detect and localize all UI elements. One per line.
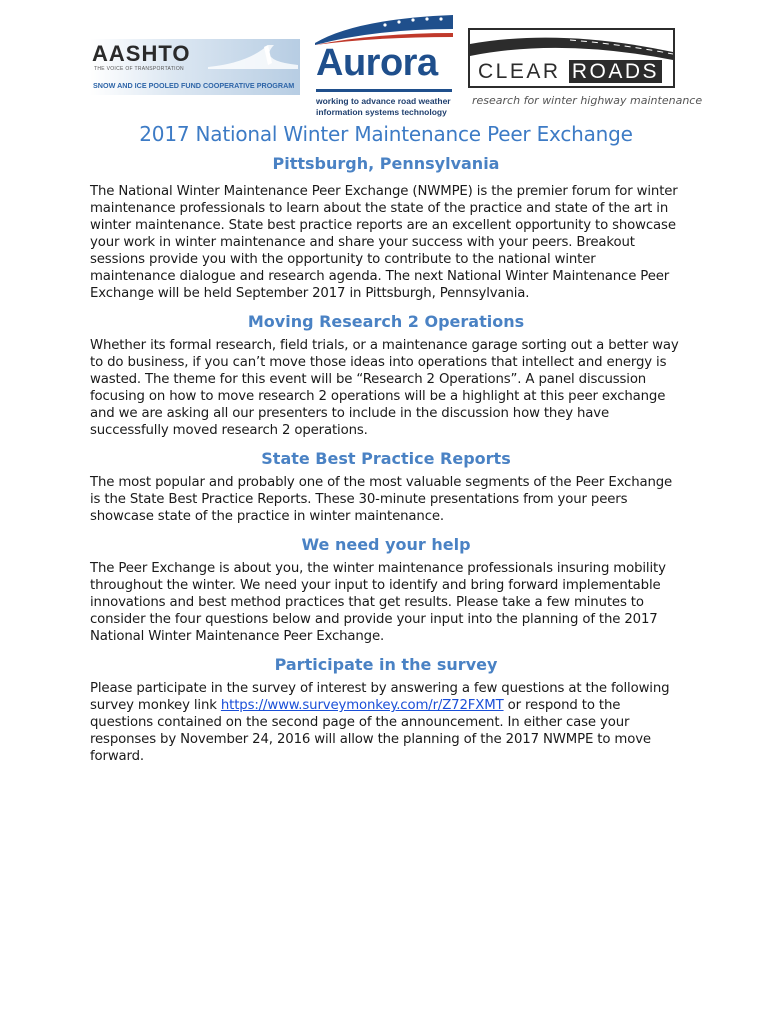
section-body-survey	[90, 680, 682, 765]
clear-roads-wordmark	[478, 60, 662, 84]
section-body-help: The Peer Exchange is about you, the winter maintenance professionals insuring mobility throughout the winter. We need your input to identify and bring forward implementable innovations and best method practices that get results. Please take a few minutes to consider the four questions below and provide your input into the planning of the 2017 National Winter Maintenance Peer Exchange.	[90, 561, 666, 644]
aashto-logo-name: AASHTO	[92, 41, 191, 66]
section-heading-survey: Participate in the survey	[274, 655, 498, 674]
aurora-flag-graphic	[315, 15, 453, 45]
aurora-tagline-line2: information systems technology	[316, 107, 447, 117]
aurora-divider	[316, 89, 452, 92]
aurora-logo-name: Aurora	[316, 42, 438, 84]
survey-text-before-link: Please participate in the survey of interest by answering a few questions at the following survey monkey link	[90, 681, 670, 713]
aashto-swoosh-graphic	[208, 43, 298, 69]
section-heading-research: Moving Research 2 Operations	[247, 312, 525, 331]
clear-roads-word-clear: CLEAR	[478, 60, 561, 83]
aurora-tagline	[316, 96, 456, 118]
survey-text-after-link: or respond to the questions contained on the second page of the announcement. In either case your responses by November 24, 2016 will allow the planning of the 2017 NWMPE to move forward.	[90, 698, 651, 764]
section-body-best-practice: The most popular and probably one of the most valuable segments of the Peer Exchange is the State Best Practice Reports. These 30-minute presentations from your peers showcase state of the practice in winter maintenance.	[90, 475, 673, 524]
announcement-body	[90, 122, 682, 765]
survey-link[interactable]: https://www.surveymonkey.com/r/Z72FXMT	[220, 698, 504, 713]
section-heading-best-practice: State Best Practice Reports	[261, 449, 511, 468]
section-body-research: Whether its formal research, field trials, or a maintenance garage sorting out a better way to do business, if you can’t move those ideas into operations that intellect and energy is wasted. The theme for this event will be “Research 2 Operations”. A panel discussion focusing on how to move research 2 operations will be a highlight at this peer exchange and we are asking all our presenters to include in the discussion how they have successfully moved research 2 operations.	[90, 338, 679, 438]
document-title: 2017 National Winter Maintenance Peer Exchange	[139, 122, 633, 146]
section-heading-help: We need your help	[301, 535, 471, 554]
aurora-tagline-line1: working to advance road weather	[316, 96, 451, 106]
logo-banner	[0, 12, 770, 117]
clear-roads-tagline: research for winter highway maintenance	[472, 94, 703, 107]
aashto-program-name: SNOW AND ICE POOLED FUND COOPERATIVE PROGRAM	[93, 81, 295, 90]
clear-roads-logo	[468, 28, 675, 88]
clear-roads-word-roads: ROADS	[569, 60, 662, 83]
intro-paragraph: The National Winter Maintenance Peer Exchange (NWMPE) is the premier forum for winter maintenance professionals to learn about the state of the practice and state of the art in winter maintenance. State best practice reports are an excellent opportunity to showcase your work in winter maintenance and share your success with your peers. Breakout sessions provide you with the opportunity to contribute to the national winter maintenance dialogue and research agenda. The next National Winter Maintenance Peer Exchange will be held September 2017 in Pittsburgh, Pennsylvania.	[90, 184, 678, 301]
aashto-logo	[90, 39, 300, 95]
document-subtitle: Pittsburgh, Pennsylvania	[272, 154, 500, 173]
aashto-tagline: THE VOICE OF TRANSPORTATION	[94, 66, 184, 72]
